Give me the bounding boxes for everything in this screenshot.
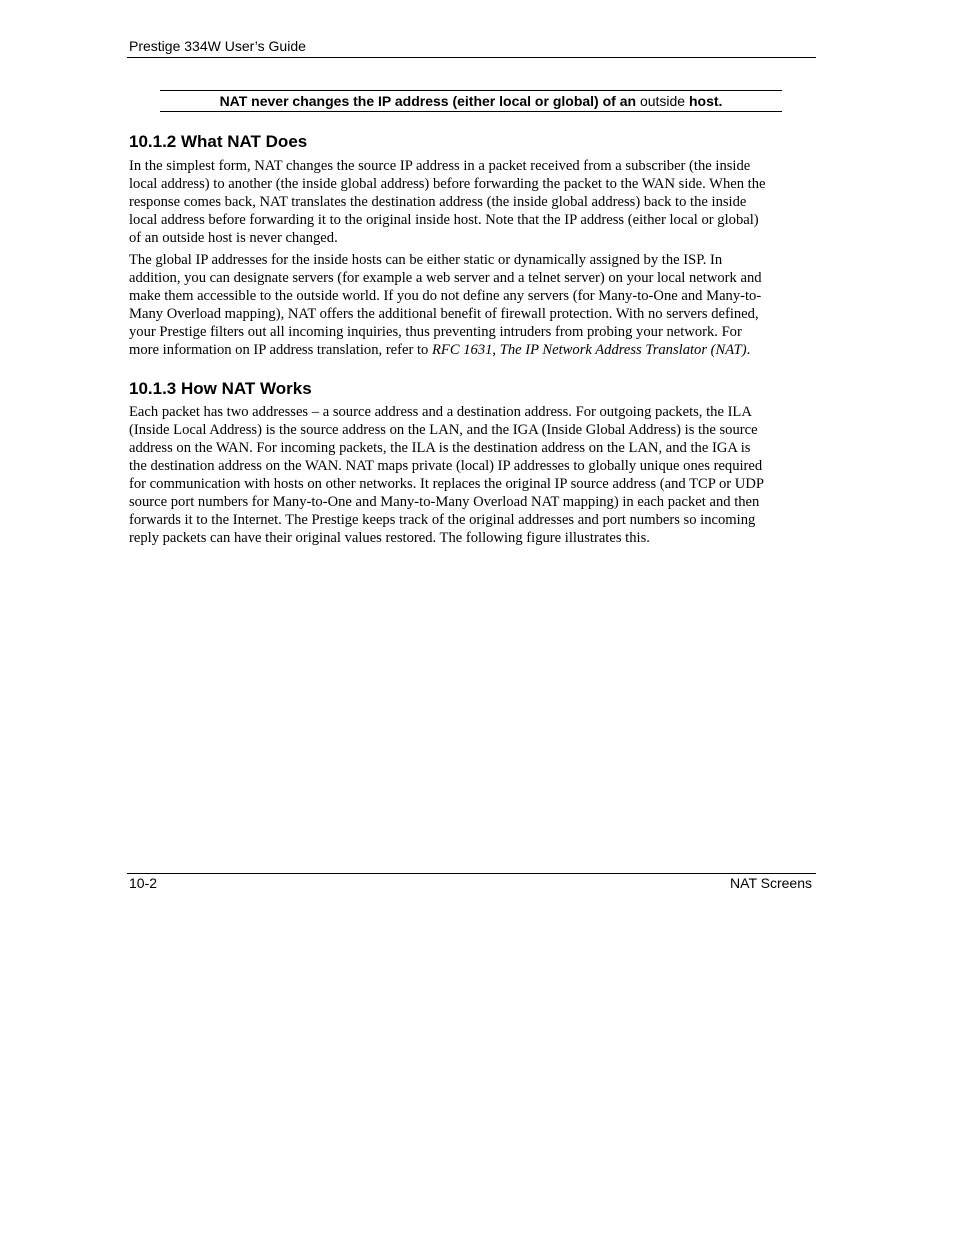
- paragraph-line: addition, you can designate servers (for example a web server and a telnet server) on your local network and: [129, 270, 762, 286]
- note-text-bold-start: NAT never changes the IP address (either local or global) of an: [219, 93, 637, 109]
- paragraph-what-nat-does-2: [129, 251, 819, 359]
- paragraph-line: local address) to another (the inside global address) before forwarding the packet to the WAN side. When the: [129, 176, 766, 192]
- paragraph-line: reply packets can have their original values restored. The following figure illustrates this.: [129, 530, 650, 546]
- paragraph-line: In the simplest form, NAT changes the source IP address in a packet received from a subscriber (the inside: [129, 158, 751, 174]
- page-number: 10-2: [129, 875, 158, 891]
- paragraph-line: the destination address on the WAN. NAT maps private (local) IP addresses to globally unique ones required: [129, 458, 763, 474]
- paragraph-line: forwards it to the Internet. The Prestige keeps track of the original addresses and port numbers so incoming: [129, 512, 756, 528]
- paragraph-line: (Inside Local Address) is the source address on the LAN, and the IGA (Inside Global Address) is the source: [129, 422, 758, 438]
- paragraph-line: response comes back, NAT translates the destination address (the inside global address) back to the inside: [129, 194, 747, 210]
- paragraph-line: local address before forwarding it to the original inside host. Note that the IP address (either local or global): [129, 212, 759, 228]
- section-heading-how-nat-works: 10.1.3 How NAT Works: [129, 379, 312, 398]
- reference-prefix: more information on IP address translation, refer to: [129, 342, 433, 358]
- note-text-outside: outside: [639, 93, 686, 109]
- reference-end: .: [746, 342, 751, 358]
- rfc-reference: RFC 1631: [432, 342, 493, 358]
- paragraph-line: source port numbers for Many-to-One and Many-to-Many Overload NAT mapping) in each packet and then: [129, 494, 760, 510]
- paragraph-line: address on the WAN. For incoming packets, the ILA is the destination address on the LAN, and the IGA is: [129, 440, 751, 456]
- header-rule: [127, 57, 816, 58]
- reference-comma: ,: [492, 342, 500, 358]
- chapter-title: NAT Screens: [730, 875, 812, 891]
- footer-rule: [127, 873, 816, 874]
- paragraph-line-with-reference: [129, 341, 819, 359]
- note-box: [160, 90, 782, 112]
- running-header: Prestige 334W User’s Guide: [129, 38, 306, 54]
- paragraph-how-nat-works: [129, 403, 819, 547]
- paragraph-line: Each packet has two addresses – a source address and a destination address. For outgoing packets, the ILA: [129, 404, 752, 420]
- paragraph-what-nat-does-1: [129, 157, 819, 247]
- rfc-title: The IP Network Address Translator (NAT): [499, 342, 747, 358]
- note-text-bold-end: host.: [688, 93, 723, 109]
- paragraph-line: for communication with hosts on other networks. It replaces the original IP source address (and TCP or UDP: [129, 476, 764, 492]
- paragraph-line: Many Overload mapping), NAT offers the additional benefit of firewall protection. With no servers defined,: [129, 306, 759, 322]
- paragraph-line: of an outside host is never changed.: [129, 230, 338, 246]
- section-heading-what-nat-does: 10.1.2 What NAT Does: [129, 132, 308, 151]
- paragraph-line: The global IP addresses for the inside hosts can be either static or dynamically assigned by the ISP. In: [129, 252, 723, 268]
- paragraph-line: make them accessible to the outside world. If you do not define any servers (for Many-to-One and Many-to-: [129, 288, 762, 304]
- paragraph-line: your Prestige filters out all incoming inquiries, thus preventing intruders from probing your network. For: [129, 324, 742, 340]
